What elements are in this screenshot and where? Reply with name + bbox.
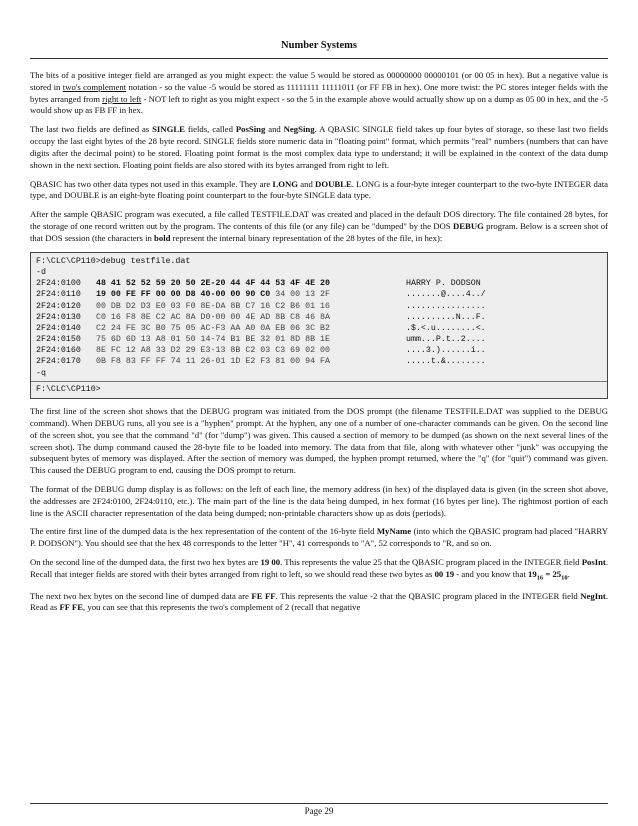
text: The next two hex bytes on the second line of dumped data are — [30, 590, 252, 601]
dump-row — [36, 334, 602, 345]
bold-term: PosSing — [235, 124, 266, 135]
bold-term: DEBUG — [452, 221, 484, 232]
dump-ascii: .....t.&........ — [406, 357, 486, 367]
subscript: 10 — [561, 574, 568, 582]
dos-prompt: F:\CLC\CP110> — [36, 384, 101, 394]
page-number: Page 29 — [304, 806, 334, 816]
dump-row — [36, 312, 602, 323]
dump-row — [36, 323, 602, 334]
header-rule — [30, 58, 608, 59]
dump-address: 2F24:0100 — [36, 279, 81, 289]
dump-address: 2F24:0140 — [36, 323, 81, 333]
dump-ascii: .......@....4../ — [406, 290, 486, 300]
footer-rule — [30, 803, 608, 804]
dump-hex-bold: 48 41 52 52 59 20 50 2E-20 44 4F 44 53 4F 4E 20 — [96, 279, 331, 289]
text: . Read as — [30, 590, 608, 613]
dump-ascii: ................ — [406, 301, 486, 311]
text: QBASIC has two other data types not used in this example. They are — [30, 178, 273, 189]
dump-ascii: HARRY P. DODSON — [406, 279, 481, 289]
text: and — [298, 178, 316, 189]
bold-term: FE FF — [251, 590, 276, 601]
bold-term: MyName — [376, 526, 412, 537]
dump-row — [36, 278, 602, 289]
dump-address: 2F24:0160 — [36, 346, 81, 356]
bold-term: SINGLE — [152, 124, 185, 135]
dump-hex: 34 00 13 2F — [270, 290, 331, 300]
dump-row — [36, 289, 602, 300]
dump-row — [36, 356, 602, 367]
text: . LONG is a four-byte integer counterpart to the two-byte INTEGER data type, and DOUBLE is an eight-byte floating point counterpart to the four-byte SINGLE data type. — [30, 178, 608, 201]
text: The bits of a positive integer field are arranged as you might expect: the value 5 would be stored as 00000000 00000101 (or 00 05 in hex). But a negative value is stored in — [30, 70, 608, 92]
dump-hex: 0B F8 83 FF FF 74 11 26-01 1D E2 F3 81 00 94 FA — [96, 357, 331, 367]
dump-row — [36, 301, 602, 312]
dump-ascii: ..........N...F. — [406, 312, 486, 322]
debug-screenshot — [30, 252, 608, 399]
paragraph-dump-format: The format of the DEBUG dump display is as follows: on the left of each line, the memory address (in hex) of the displayed data is given (in the screen shot above, the addresses are 2F24:0100, 2F24:0110, etc.). The main part of the line is the data being dumped, in hex format (16 bytes per line). The rightmost portion of each line is the ASCII character representation of the data being dumped; non-printable characters show up as dots (periods). — [30, 483, 608, 518]
dump-hex: 75 6D 6D 13 A8 01 50 14-74 B1 BE 32 01 8D 8B 1E — [96, 335, 331, 345]
dump-ascii: ....3.)......i.. — [406, 346, 486, 356]
link-right-to-left[interactable]: right to left — [102, 93, 142, 104]
dump-address: 2F24:0120 — [36, 301, 81, 311]
dump-address: 2F24:0110 — [36, 290, 81, 300]
text: fields, called — [184, 124, 236, 135]
bold-term: 19 00 — [260, 557, 281, 568]
text: The entire first line of the dumped data is the hex representation of the content of the 16-byte field — [30, 526, 377, 537]
subscript: 16 — [536, 574, 544, 582]
debug-command: -d — [36, 267, 46, 277]
paragraph-integer-storage — [30, 70, 608, 117]
dump-address: 2F24:0170 — [36, 357, 81, 367]
divider — [31, 381, 607, 382]
dump-hex: C0 16 F8 8E C2 AC 8A D0-00 00 4E AD 8B C8 46 8A — [96, 312, 331, 322]
paragraph-other-types — [30, 179, 608, 203]
dump-address: 2F24:0130 — [36, 312, 81, 322]
text: . — [567, 568, 570, 579]
text: . This represents the value -2 that the QBASIC program placed in the INTEGER field — [275, 590, 581, 601]
paragraph-single-fields — [30, 124, 608, 171]
bold-term: PosInt — [581, 557, 606, 568]
dump-hex: C2 24 FE 3C B0 75 05 AC-F3 AA A0 0A EB 06 3C B2 — [96, 323, 331, 333]
dump-address: 2F24:0150 — [36, 335, 81, 345]
text: - and you know that — [454, 568, 528, 579]
link-twos-complement[interactable]: two's complement — [62, 81, 127, 92]
bold-term: NegInt — [580, 590, 606, 601]
paragraph-myname — [30, 526, 608, 550]
text: - NOT left to right as you might expect - so the 5 in the example above would actually show up on a dump as 05 00 in hex, and the -5 would show up as FB FF in hex. — [30, 93, 608, 116]
bold-term: FF FE — [59, 602, 84, 613]
dump-hex: 8E FC 12 A8 33 D2 29 E3-13 8B C2 03 C3 69 02 00 — [96, 346, 331, 356]
text: The last two fields are defined as — [30, 124, 153, 135]
text: and — [265, 124, 284, 135]
paragraph-posint — [30, 557, 608, 583]
text: (into which the QBASIC program had placed "HARRY P. DODSON"). You should see that the hex 48 corresponds to the letter "H", 41 corresponds to "A", 52 corresponds to "R, and so on. — [30, 526, 609, 549]
text: . A QBASIC SINGLE field takes up four bytes of storage, so these last two fields occupy the last eight bytes of the 28 byte record. SINGLE fields store numeric data in "floating point" format, which permits "real" numbers (numbers that can have digits after the decimal point) to be stored. Floating point format is the most complex data type to understand; it will be explained in the context of the data dump shown in the next section. Floating point fields are also stored with its bytes arranged from right to left. — [30, 124, 609, 170]
paragraph-debug-explanation: The first line of the screen shot shows that the DEBUG program was initiated from the DOS prompt (the filename TESTFILE.DAT was supplied to the DEBUG command). When DEBUG runs, all you see is a "hyphen" prompt. At the hyphen, any one of a number of one-character commands can be given. On the second line of the screen shot, you see that the command "d" (for "dump") was given. This caused a section of memory to be dumped (as shown on the next several lines of the screen shot). The dump command caused the 28-byte file to be loaded into memory. The data from that file, along with whatever other "junk" was occupying the subsequent bytes of memory was displayed. After the section of memory was dumped, the hyphen prompt returned, where the "q" (for "quit") command was given. This caused the DEBUG program to end, causing the DOS prompt to return. — [30, 406, 608, 476]
dos-command: F:\CLC\CP110>debug testfile.dat — [36, 256, 191, 266]
text: After the sample QBASIC program was executed, a file called TESTFILE.DAT was created and placed in the default DOS directory. The file contained 28 bytes, for the storage of one record written out by the program. The contents of this file (or any file) can be "dumped" by the DOS — [30, 209, 608, 232]
dump-ascii: .$.<.u........<. — [406, 323, 486, 333]
quit-command: -q — [36, 368, 46, 378]
dump-ascii: umm...P.t..2.... — [406, 335, 486, 345]
text: program. Below is a screen shot of that DOS session (the characters in — [30, 221, 608, 243]
text: , you can see that this represents the two's complement of 2 (recall that negative — [83, 602, 361, 613]
bold-term: 19 — [527, 568, 537, 579]
bold-term: NegSing — [283, 124, 315, 135]
dump-hex-bold: 19 00 FE FF 00 00 D8 40-00 00 90 C0 — [96, 290, 271, 300]
dump-row — [36, 345, 602, 356]
bold-term: 00 19 — [434, 568, 455, 579]
text: On the second line of the dumped data, the first two hex bytes are — [30, 557, 261, 568]
text: represent the internal binary representation of the 28 bytes of the file, in hex): — [170, 232, 443, 243]
dump-hex: 00 DB D2 D3 E0 03 F0 8E-DA 8B C7 16 C2 B6 01 16 — [96, 301, 331, 311]
bold-term: = 25 — [543, 568, 562, 579]
paragraph-negint — [30, 591, 608, 615]
bold-term: LONG — [272, 178, 299, 189]
text: . Recall that integer fields are stored with their bytes arranged from right to left, so we should read these two bytes as — [30, 557, 608, 579]
text: notation - so the value -5 would be stored as 11111111 11111011 (or FF FB in hex). One more twist: the PC stores integer fields with the bytes arranged from — [30, 81, 609, 104]
paragraph-testfile — [30, 209, 608, 244]
text: . This represents the value 25 that the QBASIC program placed in the INTEGER field — [280, 557, 582, 568]
bold-term: bold — [154, 232, 171, 243]
page-header-title: Number Systems — [281, 40, 357, 51]
bold-term: DOUBLE — [315, 178, 352, 189]
document-body — [30, 70, 608, 621]
